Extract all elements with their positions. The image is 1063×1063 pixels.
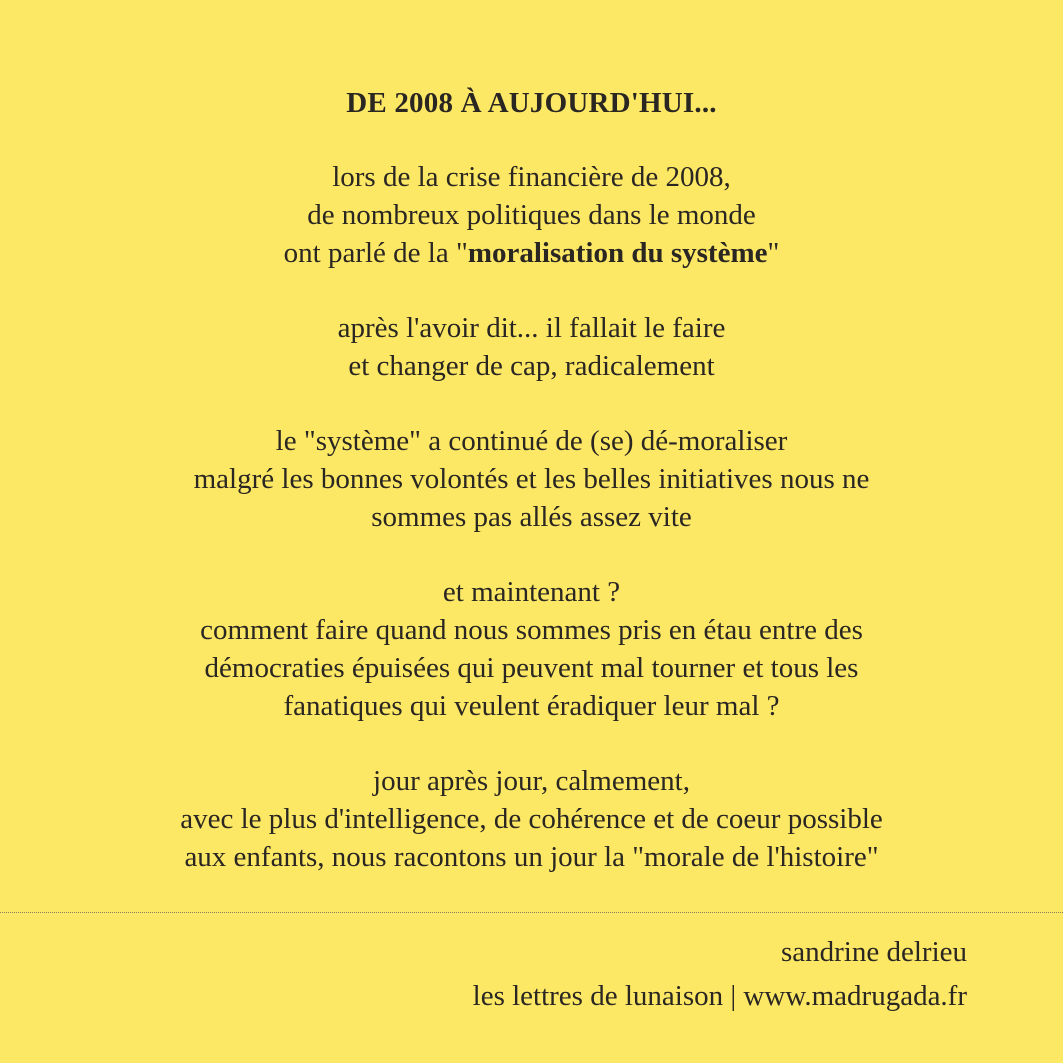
poem-line: aux enfants, nous racontons un jour la "morale de l'histoire" xyxy=(184,841,879,873)
poem-line: jour après jour, calmement, xyxy=(373,765,690,797)
poem-line: fanatiques qui veulent éradiquer leur mal ? xyxy=(283,690,780,722)
poem-line: de nombreux politiques dans le monde xyxy=(307,199,756,231)
poem-line: lors de la crise financière de 2008, xyxy=(332,161,731,193)
stanza-1 xyxy=(0,158,1063,272)
poem-body xyxy=(0,158,1063,913)
poem-line: et maintenant ? xyxy=(442,576,621,608)
dotted-divider xyxy=(0,912,1063,913)
emphasized-phrase: moralisation du système xyxy=(467,237,768,269)
poem-line: démocraties épuisées qui peuvent mal tourner et tous les xyxy=(204,652,859,684)
poem-title: DE 2008 À AUJOURD'HUI... xyxy=(346,87,717,119)
poem-line-text: ont parlé de la " xyxy=(283,237,468,269)
poem-line: le "système" a continué de (se) dé-moraliser xyxy=(275,425,788,457)
poem-line-text: " xyxy=(767,237,780,269)
poem-line: et changer de cap, radicalement xyxy=(348,350,715,382)
stanza-5 xyxy=(0,762,1063,876)
poem-line: malgré les bonnes volontés et les belles initiatives nous ne xyxy=(193,463,870,495)
signature-block xyxy=(473,930,967,1018)
publication-credit: les lettres de lunaison | www.madrugada.fr xyxy=(472,980,967,1012)
poem-line: après l'avoir dit... il fallait le faire xyxy=(337,312,726,344)
author-name: sandrine delrieu xyxy=(780,936,967,968)
stanza-3 xyxy=(0,422,1063,536)
stanza-2 xyxy=(0,309,1063,385)
poem-line: comment faire quand nous sommes pris en étau entre des xyxy=(200,614,863,646)
poem-line: sommes pas allés assez vite xyxy=(371,501,692,533)
poem-line xyxy=(0,234,1063,272)
stanza-4 xyxy=(0,573,1063,725)
poem-line: avec le plus d'intelligence, de cohérence et de coeur possible xyxy=(180,803,883,835)
